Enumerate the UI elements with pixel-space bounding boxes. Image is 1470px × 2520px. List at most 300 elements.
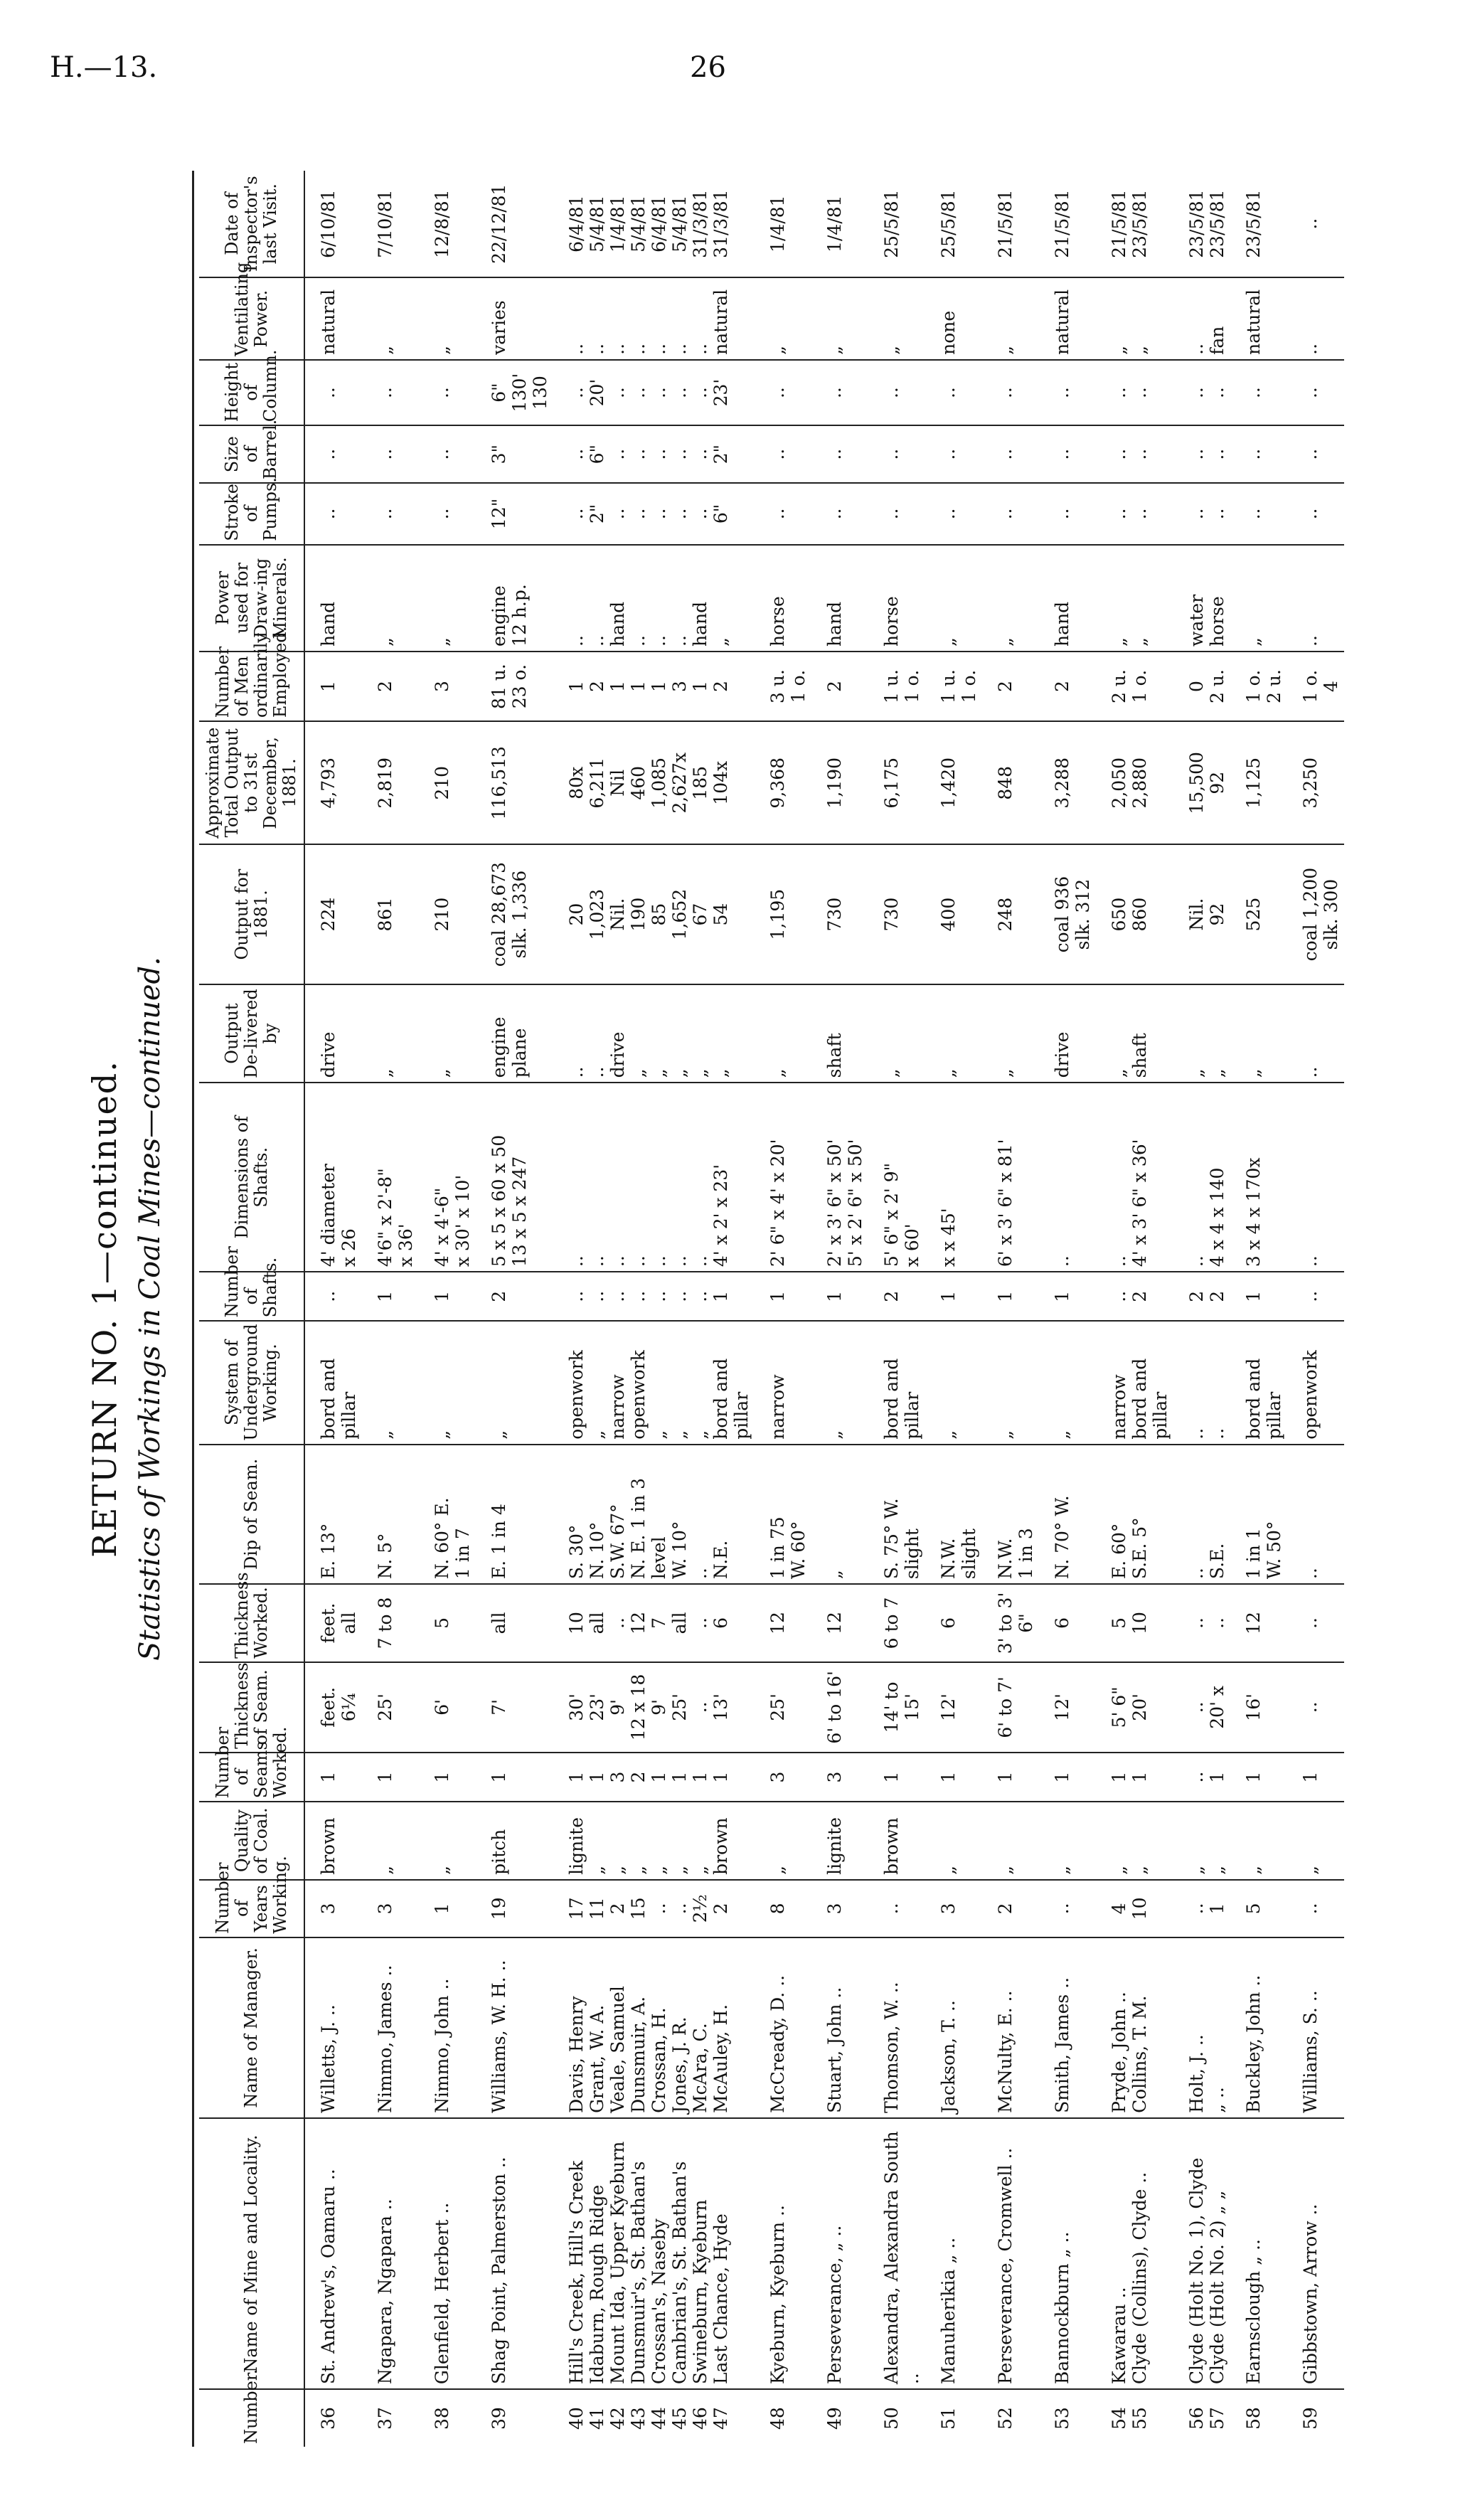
table-cell: .. .. — [1173, 1584, 1230, 1662]
table-cell: N. 60° E. 1 in 7 — [419, 1445, 476, 1584]
table-cell: .. 4 x 4 x 140 — [1173, 1083, 1230, 1272]
rotated-table-sheet — [85, 171, 1408, 2447]
table-cell: .. — [755, 425, 811, 483]
table-cell: hand — [811, 545, 868, 652]
table-cell: .. .. — [1173, 360, 1230, 425]
table-cell: 2 u. 1 o. — [1096, 652, 1173, 721]
table-cell: .. — [1230, 360, 1287, 425]
table-cell: „ shaft — [1096, 984, 1173, 1083]
return-title: RETURN NO. 1—continued. — [85, 1060, 124, 1558]
table-cell: „ — [419, 1321, 476, 1444]
table-cell: .. — [925, 483, 982, 545]
table-cell: 5 — [419, 1584, 476, 1662]
table-cell: brown — [868, 1802, 925, 1880]
table-cell: Nimmo, James .. — [362, 1937, 419, 2118]
table-cell: 1,420 — [925, 721, 982, 844]
table-cell: „ — [982, 1802, 1039, 1880]
table-cell: 59 — [1287, 2389, 1344, 2447]
table-cell: „ — [476, 1321, 553, 1444]
table-body — [304, 171, 1344, 2447]
table-cell: .. 2 — [1096, 1272, 1173, 1321]
table-cell: „ — [1039, 1802, 1096, 1880]
table-cell: varies — [476, 277, 553, 360]
table-cell: 2' x 3' 6" x 50' 5' x 2' 6" x 50' — [811, 1083, 868, 1272]
table-cell: none — [925, 277, 982, 360]
table-cell: Perseverance, Cromwell .. — [982, 2118, 1039, 2389]
table-cell: 20 1,023 Nil. 190 85 1,652 67 54 — [553, 844, 755, 984]
table-cell: 7/10/81 — [375, 189, 395, 258]
table-cell: hand — [304, 545, 362, 652]
table-cell: drive — [1039, 984, 1096, 1083]
table-cell: „ — [755, 277, 811, 360]
table-cell: „ — [982, 545, 1039, 652]
table-cell: „ — [755, 1802, 811, 1880]
table-cell: 2 — [476, 1272, 553, 1321]
table-cell: .. — [868, 483, 925, 545]
table-cell: 38 — [419, 2389, 476, 2447]
table-cell: lignite — [811, 1802, 868, 1880]
table-cell: 12' — [1039, 1662, 1096, 1753]
table-cell: Williams, W. H. .. — [476, 1937, 553, 2118]
table-cell: 10 all .. 12 7 all .. 6 — [553, 1584, 755, 1662]
table-cell: 210 — [419, 844, 476, 984]
table-cell: .. S.E. — [1173, 1445, 1230, 1584]
table-cell: .. .. .. .. .. .. .. 1 — [553, 1272, 755, 1321]
table-cell: Ngapara, Ngapara .. — [362, 2118, 419, 2389]
table-cell: 6 — [925, 1584, 982, 1662]
table-cell: 248 — [982, 844, 1039, 984]
table-cell: 5 x 5 x 60 x 50 13 x 5 x 247 — [476, 1083, 553, 1272]
table-cell: 39 — [476, 2389, 553, 2447]
table-cell: 1,195 — [755, 844, 811, 984]
table-cell: 2,819 — [362, 721, 419, 844]
table-cell: 1 2 1 1 1 3 1 2 — [553, 652, 755, 721]
table-cell: .. — [755, 483, 811, 545]
table-cell: 4' diameter x 26 — [304, 1083, 362, 1272]
table-cell: 4' x 4'-6" x 30' x 10' — [419, 1083, 476, 1272]
table-cell: .. — [1287, 545, 1344, 652]
table-cell: 848 — [982, 721, 1039, 844]
table-cell: 2,050 2,880 — [1096, 721, 1173, 844]
table-cell: feet. all — [304, 1584, 362, 1662]
table-cell: Glenfield, Herbert .. — [419, 2118, 476, 2389]
table-cell: 58 — [1230, 2389, 1287, 2447]
table-cell: „ — [419, 277, 476, 360]
table-cell: .. — [1287, 277, 1344, 360]
table-cell: .. — [1287, 1272, 1344, 1321]
table-cell: „ — [982, 277, 1039, 360]
table-cell: Gibbstown, Arrow .. — [1287, 2118, 1344, 2389]
table-cell: .. — [1287, 1880, 1344, 1937]
table-cell: „ — [1230, 984, 1287, 1083]
table-cell: 1/4/81 — [824, 195, 845, 252]
table-cell: drive — [304, 984, 362, 1083]
table-cell: 48 — [755, 2389, 811, 2447]
column-header: Approximate Total Output to 31st December, 1881. — [199, 721, 304, 844]
table-cell: 3 — [811, 1753, 868, 1802]
table-cell: „ „ — [1096, 277, 1173, 360]
table-cell: 2 — [868, 1272, 925, 1321]
table-cell: .. .. hand .. .. .. hand „ — [553, 545, 755, 652]
table-cell: .. — [1287, 360, 1344, 425]
table-cell: .. 2" .. .. .. .. .. 6" — [553, 483, 755, 545]
table-cell: 116,513 — [476, 721, 553, 844]
table-cell: 80x 6,211 Nil 460 1,085 2,627x 185 104x — [553, 721, 755, 844]
table-cell: .. .. — [1096, 425, 1173, 483]
table-cell: .. — [1039, 1083, 1096, 1272]
column-header: Number. — [199, 2389, 304, 2447]
table-cell: 1 — [1039, 1272, 1096, 1321]
table-cell: Kawarau .. Clyde (Collins), Clyde .. — [1096, 2118, 1173, 2389]
column-header: Dip of Seam. — [199, 1445, 304, 1584]
table-cell: coal 1,200 slk. 300 — [1287, 844, 1344, 984]
table-cell: 6" 130' 130 — [476, 360, 553, 425]
table-cell: .. — [982, 425, 1039, 483]
table-cell: .. — [811, 360, 868, 425]
table-cell: .. — [811, 425, 868, 483]
table-cell: .. 20' .. .. .. .. .. 23' — [553, 360, 755, 425]
table-cell: 6/10/81 — [318, 189, 339, 258]
table-cell: 23/5/81 23/5/81 — [1186, 189, 1227, 258]
table-cell: 6/4/81 5/4/81 1/4/81 5/4/81 6/4/81 5/4/81 31/3/81 31/3/81 — [566, 189, 731, 258]
column-header: Number of Seams Worked. — [199, 1753, 304, 1802]
table-cell: horse — [755, 545, 811, 652]
table-cell: shaft — [811, 984, 868, 1083]
table-cell: .. — [1287, 1445, 1344, 1584]
table-cell: 210 — [419, 721, 476, 844]
table-cell: .. — [1287, 1083, 1344, 1272]
table-cell: „ — [1039, 1321, 1096, 1444]
table-cell: .. — [362, 425, 419, 483]
table-cell: „ — [925, 1321, 982, 1444]
table-cell: 3 — [755, 1753, 811, 1802]
table-cell: .. — [868, 425, 925, 483]
table-cell: .. .. — [1096, 483, 1173, 545]
table-cell: .. .. .. .. .. .. .. natural — [553, 277, 755, 360]
column-header: Thickness of Seam. — [199, 1662, 304, 1753]
table-cell: 81 u. 23 o. — [476, 652, 553, 721]
table-cell: water horse — [1173, 545, 1230, 652]
table-cell: 30' 23' 9' 12 x 18 9' 25' .. 13' — [553, 1662, 755, 1753]
table-cell: 21/5/81 — [995, 189, 1016, 258]
table-row — [1039, 171, 1096, 2447]
table-cell: 1 1 3 2 1 1 1 1 — [553, 1753, 755, 1802]
table-cell: „ — [925, 545, 982, 652]
table-cell: 3,250 — [1287, 721, 1344, 844]
table-cell: „ — [982, 984, 1039, 1083]
table-cell: Pryde, John .. Collins, T. M. — [1096, 1937, 1173, 2118]
table-cell: S. 30° N. 10° S.W. 67° N. E. 1 in 3 level W. 10° .. N.E. — [553, 1445, 755, 1584]
table-cell: 2 — [982, 1880, 1039, 1937]
table-cell: 3 — [925, 1880, 982, 1937]
table-cell: 2 — [982, 652, 1039, 721]
table-subtitle: Statistics of Workings in Coal Mines—continued. — [134, 957, 166, 1661]
table-cell: 1 — [362, 1753, 419, 1802]
table-cell: Thomson, W. .. — [868, 1937, 925, 2118]
table-cell: Kyeburn, Kyeburn .. — [755, 2118, 811, 2389]
table-cell: 3 — [304, 1880, 362, 1937]
table-cell: „ — [811, 277, 868, 360]
table-cell: .. — [1039, 483, 1096, 545]
table-cell: Perseverance, „ .. — [811, 2118, 868, 2389]
table-cell: 730 — [868, 844, 925, 984]
table-cell: 4 10 — [1096, 1880, 1173, 1937]
table-cell: 1 — [1287, 1753, 1344, 1802]
table-cell: Earnsclough „ .. — [1230, 2118, 1287, 2389]
table-cell: McNulty, E. .. — [982, 1937, 1039, 2118]
table-cell: .. .. drive „ „ „ „ „ — [553, 984, 755, 1083]
table-cell: St. Andrew's, Oamaru .. — [304, 2118, 362, 2389]
table-cell: „ — [811, 1445, 868, 1584]
table-cell: all — [476, 1584, 553, 1662]
table-cell: 25/5/81 — [938, 189, 959, 258]
table-cell: .. .. — [1173, 1321, 1230, 1444]
table-cell: 5 10 — [1096, 1584, 1173, 1662]
column-header: Stroke of Pumps. — [199, 483, 304, 545]
table-cell: engine 12 h.p. — [476, 545, 553, 652]
table-cell: 25' — [755, 1662, 811, 1753]
table-row — [811, 171, 868, 2447]
table-cell: „ — [362, 1321, 419, 1444]
table-cell: 3 x 4 x 170x — [1230, 1083, 1287, 1272]
column-header: Date of Inspector's last Visit. — [199, 171, 304, 277]
table-cell: 2' 6" x 4' x 20' — [755, 1083, 811, 1272]
table-cell: Manuherikia „ .. — [925, 2118, 982, 2389]
table-cell: „ — [1287, 1802, 1344, 1880]
table-cell: 6' to 16' — [811, 1662, 868, 1753]
table-cell: .. 20' x — [1173, 1662, 1230, 1753]
table-cell: 1 — [925, 1272, 982, 1321]
table-cell: 861 — [362, 844, 419, 984]
table-row — [1287, 171, 1344, 2447]
table-cell: 1 — [304, 652, 362, 721]
table-cell: .. — [362, 483, 419, 545]
column-header: System of Underground Working. — [199, 1321, 304, 1444]
table-cell: 224 — [304, 844, 362, 984]
table-cell: .. — [1230, 425, 1287, 483]
table-cell: 2 — [811, 652, 868, 721]
table-cell: engine plane — [476, 984, 553, 1083]
column-header: Number of Men ordinarily Employed. — [199, 652, 304, 721]
table-cell: 3 — [362, 1880, 419, 1937]
table-cell: 2 — [1039, 652, 1096, 721]
column-header: Number of Years Working. — [199, 1880, 304, 1937]
table-cell: 6' to 7' — [982, 1662, 1039, 1753]
table-cell: brown — [304, 1802, 362, 1880]
table-cell: 5' 6" x 2' 9" x 60' — [868, 1083, 925, 1272]
table-cell: .. — [811, 483, 868, 545]
table-cell: N. 5° — [362, 1445, 419, 1584]
table-cell: „ „ — [1173, 1802, 1230, 1880]
table-row — [925, 171, 982, 2447]
table-cell: 1 — [362, 1272, 419, 1321]
table-cell: Stuart, John .. — [811, 1937, 868, 2118]
document-reference: H.—13. — [50, 51, 158, 84]
table-cell: 1/4/81 — [767, 195, 788, 252]
table-cell: 25' — [362, 1662, 419, 1753]
table-cell: E. 13° — [304, 1445, 362, 1584]
table-cell: 400 — [925, 844, 982, 984]
table-cell: coal 936 slk. 312 — [1039, 844, 1096, 984]
table-row — [553, 171, 755, 2447]
table-cell: 650 860 — [1096, 844, 1173, 984]
table-cell: 54 55 — [1096, 2389, 1173, 2447]
table-cell: horse — [868, 545, 925, 652]
table-cell: 17 11 2 15 .. .. 2½ 2 — [553, 1880, 755, 1937]
table-cell: feet. 6¼ — [304, 1662, 362, 1753]
table-row — [476, 171, 553, 2447]
table-cell: .. — [304, 425, 362, 483]
table-cell: Clyde (Holt No. 1), Clyde Clyde (Holt No. 2) „ „ — [1173, 2118, 1230, 2389]
table-cell: natural — [1230, 277, 1287, 360]
table-cell: openwork „ narrow openwork „ „ „ bord and pillar — [553, 1321, 755, 1444]
table-cell: 1 1 — [1096, 1753, 1173, 1802]
table-cell: 49 — [811, 2389, 868, 2447]
table-cell: bord and pillar — [868, 1321, 925, 1444]
table-cell: bord and pillar — [1230, 1321, 1287, 1444]
table-cell: .. — [304, 483, 362, 545]
table-cell: 8 — [755, 1880, 811, 1937]
table-cell: 6 — [1039, 1584, 1096, 1662]
table-cell: 1,190 — [811, 721, 868, 844]
table-cell: .. — [982, 483, 1039, 545]
table-cell: 14' to 15' — [868, 1662, 925, 1753]
table-cell: 1 — [755, 1272, 811, 1321]
table-cell: 51 — [925, 2389, 982, 2447]
header-row — [199, 171, 304, 2447]
table-cell: .. — [1287, 1584, 1344, 1662]
table-cell: N.W. 1 in 3 — [982, 1445, 1039, 1584]
table-cell: 6 to 7 — [868, 1584, 925, 1662]
table-cell: 12" — [476, 483, 553, 545]
table-cell: „ — [419, 1802, 476, 1880]
table-cell: 0 2 u. — [1173, 652, 1230, 721]
table-row — [1173, 171, 1230, 2447]
table-cell: „ — [1230, 1802, 1287, 1880]
table-cell: Shag Point, Palmerston .. — [476, 2118, 553, 2389]
table-cell: .. 6" .. .. .. .. .. 2" — [553, 425, 755, 483]
table-cell: 56 57 — [1173, 2389, 1230, 2447]
table-cell: „ „ — [1096, 1802, 1173, 1880]
table-cell: .. — [982, 360, 1039, 425]
table-cell: .. .. .. .. .. .. .. 4' x 2' x 23' — [553, 1083, 755, 1272]
table-cell: 23/5/81 — [1243, 189, 1264, 258]
table-cell: Nimmo, John .. — [419, 1937, 476, 2118]
table-cell: 1 — [925, 1753, 982, 1802]
table-cell: „ — [868, 984, 925, 1083]
table-cell: 4'6" x 2'-8" x 36' — [362, 1083, 419, 1272]
table-cell: 1 — [982, 1272, 1039, 1321]
table-cell: E. 60° S.E. 5° — [1096, 1445, 1173, 1584]
table-cell: 1 — [868, 1753, 925, 1802]
table-cell: .. — [419, 425, 476, 483]
table-cell: .. — [1039, 425, 1096, 483]
table-cell: narrow — [755, 1321, 811, 1444]
table-cell: .. — [925, 425, 982, 483]
top-rule — [192, 171, 194, 2447]
table-cell: .. .. — [1173, 483, 1230, 545]
table-cell: N.W. slight — [925, 1445, 982, 1584]
table-cell: .. — [362, 360, 419, 425]
table-row — [304, 171, 362, 2447]
table-cell: 50 — [868, 2389, 925, 2447]
table-cell: 7' — [476, 1662, 553, 1753]
table-cell: „ — [755, 984, 811, 1083]
table-cell: 1 — [476, 1753, 553, 1802]
column-header: Thickness Worked. — [199, 1584, 304, 1662]
table-cell: .. — [1230, 483, 1287, 545]
table-cell: Nil. 92 — [1173, 844, 1230, 984]
column-header: Name of Mine and Locality. — [199, 2118, 304, 2389]
table-cell: Smith, James .. — [1039, 1937, 1096, 2118]
table-cell: narrow bord and pillar — [1096, 1321, 1173, 1444]
table-cell: 1 o. 4 — [1287, 652, 1344, 721]
table-cell: 4,793 — [304, 721, 362, 844]
table-cell: openwork — [1287, 1321, 1344, 1444]
table-cell: 1 — [811, 1272, 868, 1321]
table-cell: 12 — [1230, 1584, 1287, 1662]
table-cell: „ — [362, 545, 419, 652]
table-cell: 22/12/81 — [489, 184, 509, 264]
table-cell: 5 — [1230, 1880, 1287, 1937]
table-cell: Holt, J. .. „ .. — [1173, 1937, 1230, 2118]
table-cell: 6' — [419, 1662, 476, 1753]
table-cell: Buckley, John .. — [1230, 1937, 1287, 2118]
table-cell: „ „ — [1173, 984, 1230, 1083]
table-cell: „ — [419, 984, 476, 1083]
table-cell: „ — [925, 984, 982, 1083]
table-cell: .. 1 — [1173, 1880, 1230, 1937]
table-cell: .. 1 — [1173, 1753, 1230, 1802]
table-cell: 1 — [982, 1753, 1039, 1802]
table-cell: 52 — [982, 2389, 1039, 2447]
table-cell: „ — [362, 984, 419, 1083]
table-cell: Davis, Henry Grant, W. A. Veale, Samuel Dunsmuir, A. Crossan, H. Jones, J. R. McAra, C. McAuley, H. — [553, 1937, 755, 2118]
table-cell: 1 u. 1 o. — [868, 652, 925, 721]
coal-mines-table — [199, 171, 1344, 2447]
table-cell: Hill's Creek, Hill's Creek Idaburn, Rough Ridge Mount Ida, Upper Kyeburn Dunsmuir's, St. Bathan's Crossan's, Naseby Cambrian's, St. Bathan's Swineburn, Kyeburn Last Chance, Hyde — [553, 2118, 755, 2389]
table-cell: „ — [811, 1321, 868, 1444]
table-cell: 53 — [1039, 2389, 1096, 2447]
table-cell: E. 1 in 4 — [476, 1445, 553, 1584]
table-cell: N. 70° W. — [1039, 1445, 1096, 1584]
table-cell: .. .. — [1173, 425, 1230, 483]
table-row — [755, 171, 811, 2447]
table-cell: 36 — [304, 2389, 362, 2447]
table-cell: coal 28,673 slk. 1,336 — [476, 844, 553, 984]
column-header: Ventilating Power. — [199, 277, 304, 360]
column-header: Number of Shafts. — [199, 1272, 304, 1321]
table-cell: „ — [419, 545, 476, 652]
table-cell: .. — [868, 360, 925, 425]
column-header: Output for 1881. — [199, 844, 304, 984]
table-cell: 21/5/81 23/5/81 — [1109, 189, 1150, 258]
table-cell: .. — [419, 483, 476, 545]
table-cell: McCready, D. .. — [755, 1937, 811, 2118]
table-cell: 2 — [362, 652, 419, 721]
table-cell: .. — [304, 1272, 362, 1321]
table-cell: 1 in 1 W. 50° — [1230, 1445, 1287, 1584]
table-cell: 9,368 — [755, 721, 811, 844]
table-cell: „ — [982, 1321, 1039, 1444]
column-header: Name of Manager. — [199, 1937, 304, 2118]
column-header: Size of Barrel. — [199, 425, 304, 483]
table-cell: bord and pillar — [304, 1321, 362, 1444]
table-cell: .. — [925, 360, 982, 425]
column-header: Height of Column. — [199, 360, 304, 425]
table-cell: .. — [1039, 1880, 1096, 1937]
table-cell: 1 — [419, 1880, 476, 1937]
